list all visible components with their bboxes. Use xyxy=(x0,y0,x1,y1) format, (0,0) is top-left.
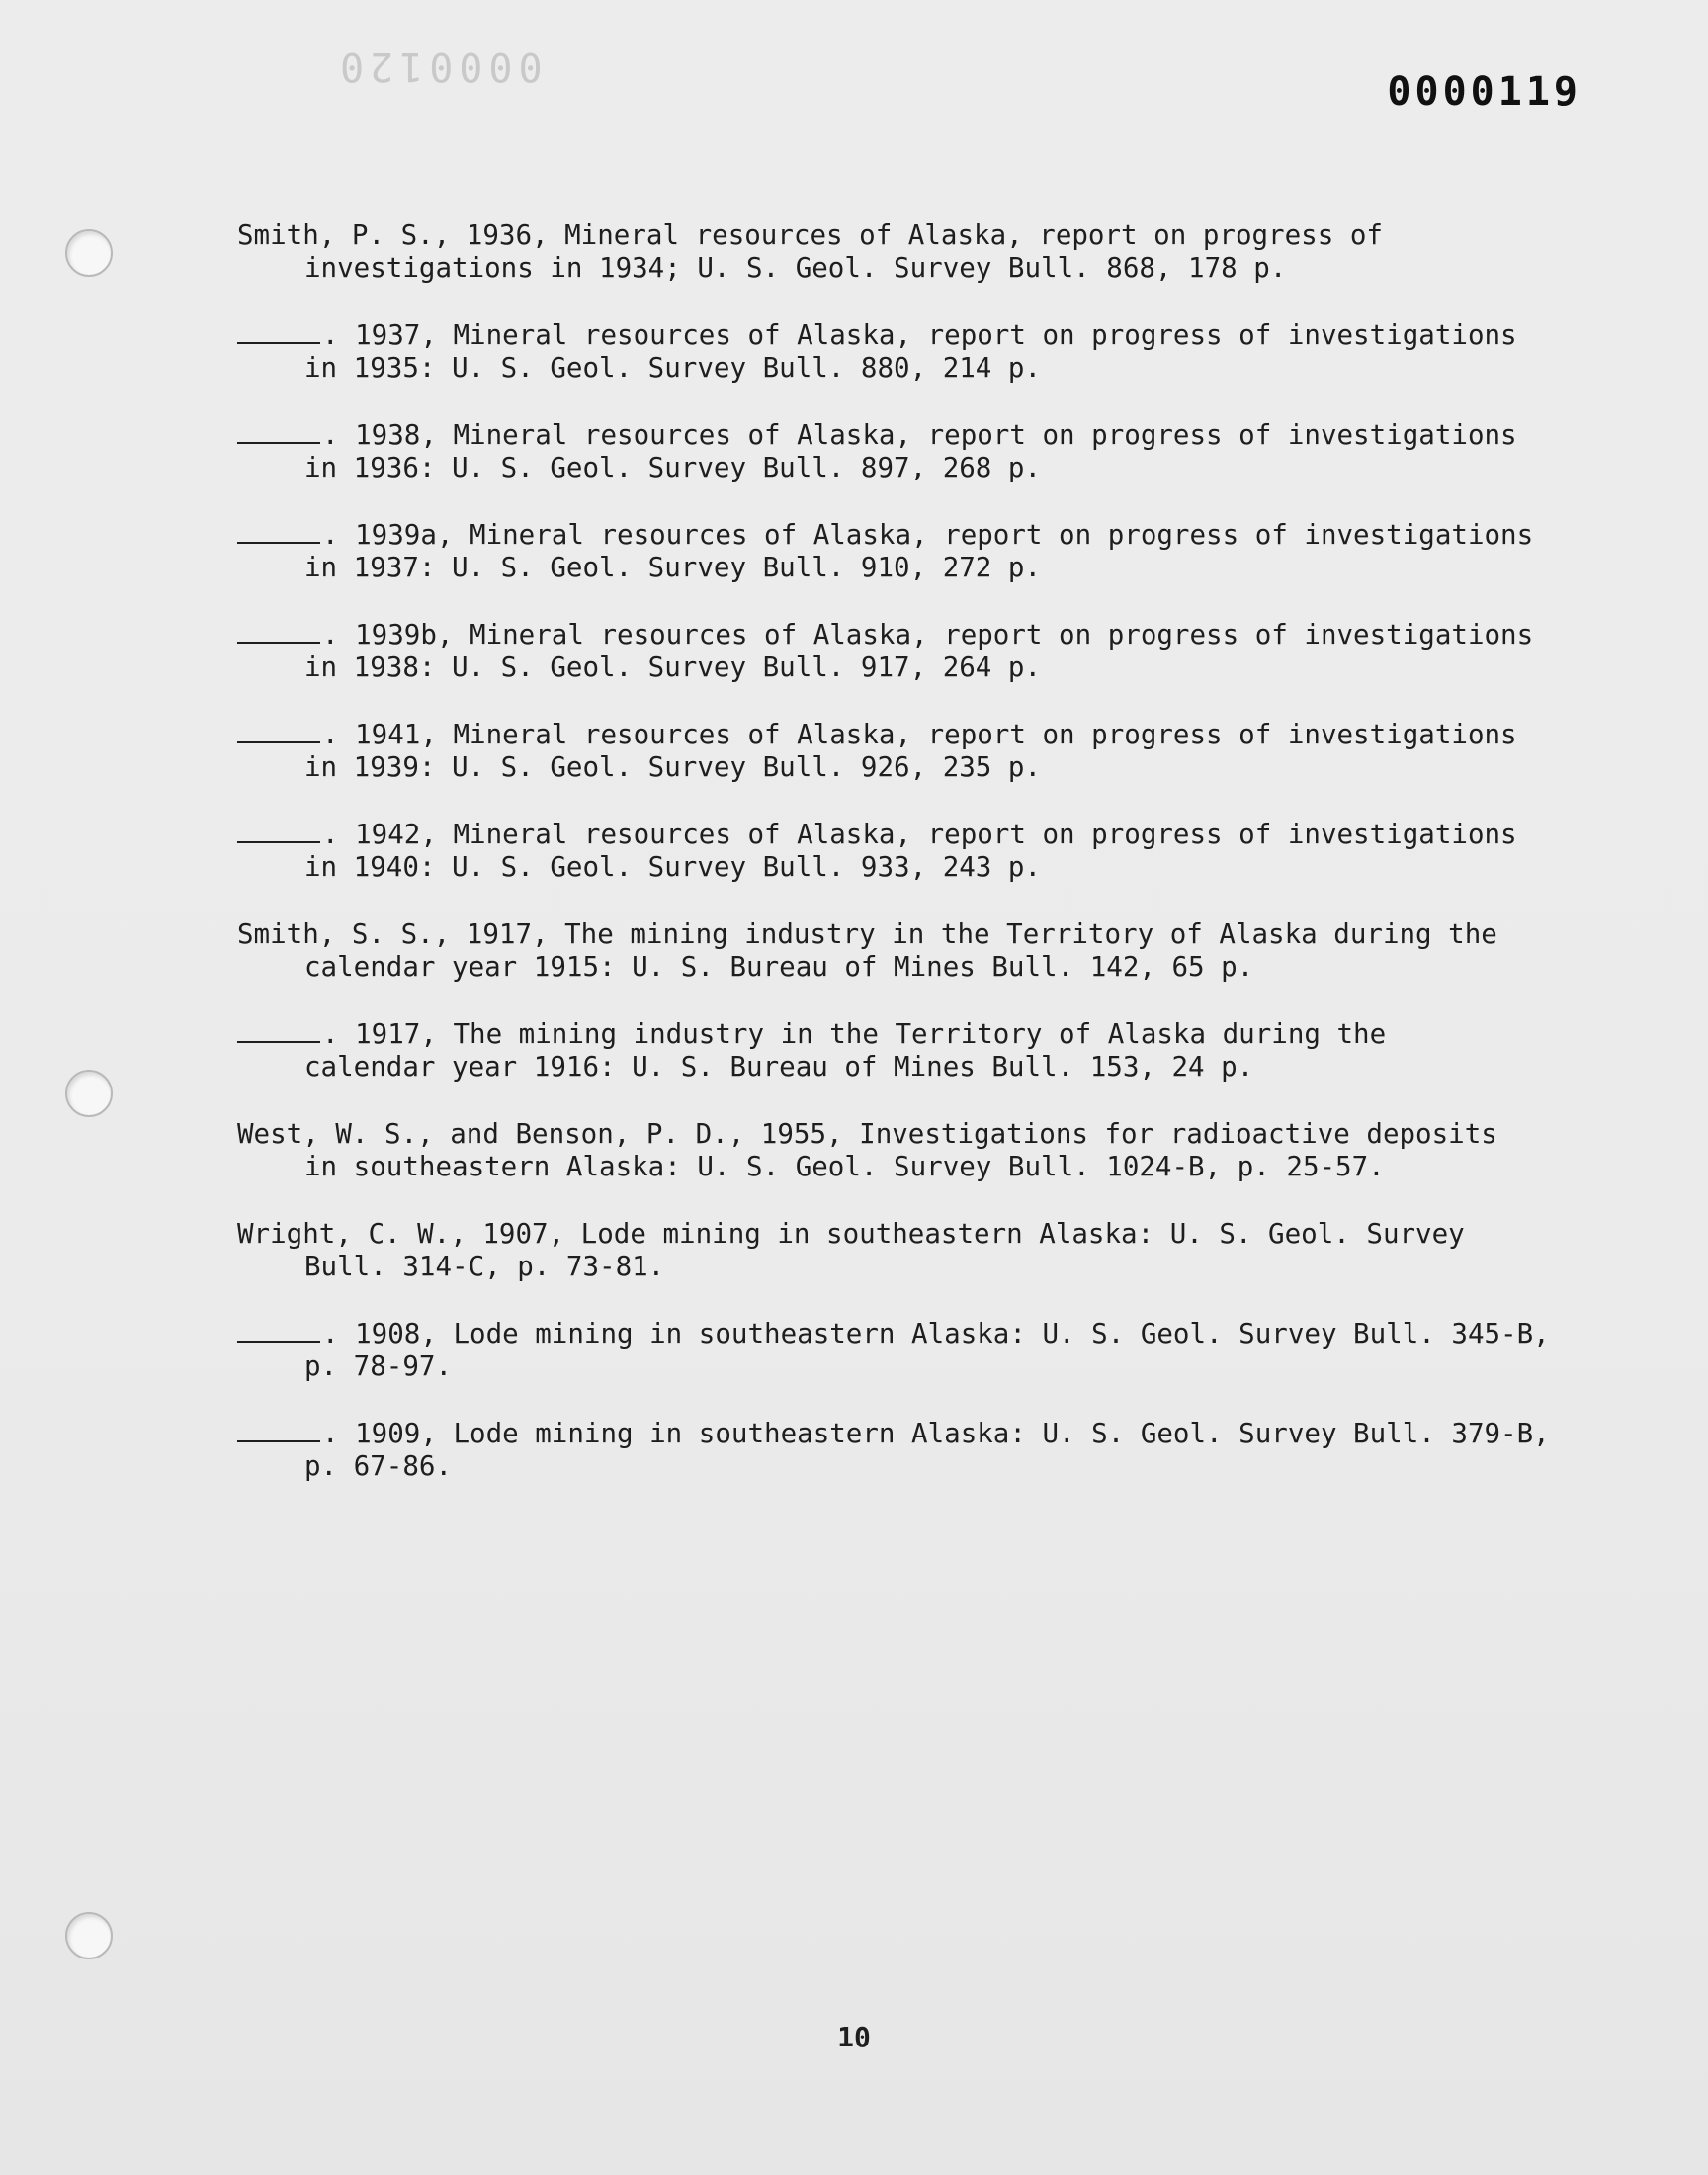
reference-entry xyxy=(237,219,1601,285)
reference-line-1: . 1908, Lode mining in southeastern Alaska: U. S. Geol. Survey Bull. 345-B, xyxy=(322,1318,1550,1349)
reference-line-1: . 1942, Mineral resources of Alaska, report on progress of investigations xyxy=(322,819,1517,850)
punch-hole-bottom xyxy=(65,1912,113,1959)
reference-entry xyxy=(237,819,1601,884)
reference-line-1: Wright, C. W., 1907, Lode mining in southeastern Alaska: U. S. Geol. Survey xyxy=(237,1218,1465,1250)
reference-line-2: in 1935: U. S. Geol. Survey Bull. 880, 214 p. xyxy=(304,352,1042,384)
ditto-dash xyxy=(237,320,320,344)
reference-entry xyxy=(237,1018,1601,1084)
ditto-dash xyxy=(237,620,320,644)
reference-entry xyxy=(237,419,1601,484)
reference-line-2: in 1938: U. S. Geol. Survey Bull. 917, 264 p. xyxy=(304,652,1042,683)
punch-hole-middle xyxy=(65,1070,113,1117)
reference-line-1: . 1939a, Mineral resources of Alaska, report on progress of investigations xyxy=(322,519,1534,551)
reference-line-1: Smith, S. S., 1917, The mining industry in the Territory of Alaska during the xyxy=(237,918,1497,950)
reference-line-2: p. 67-86. xyxy=(304,1450,453,1482)
reference-line-1: West, W. S., and Benson, P. D., 1955, Investigations for radioactive deposits xyxy=(237,1118,1497,1150)
bleed-through-number: 0000120 xyxy=(334,44,543,89)
ditto-dash xyxy=(237,420,320,444)
reference-entry xyxy=(237,1418,1601,1483)
ditto-dash xyxy=(237,520,320,544)
reference-line-2: investigations in 1934; U. S. Geol. Survey Bull. 868, 178 p. xyxy=(304,252,1287,284)
reference-line-1: Smith, P. S., 1936, Mineral resources of Alaska, report on progress of xyxy=(237,219,1383,251)
reference-line-1: . 1917, The mining industry in the Territory of Alaska during the xyxy=(322,1018,1387,1050)
reference-entry xyxy=(237,918,1601,984)
ditto-dash xyxy=(237,1419,320,1442)
ditto-dash xyxy=(237,1019,320,1043)
reference-line-2: in southeastern Alaska: U. S. Geol. Survey Bull. 1024-B, p. 25-57. xyxy=(304,1151,1385,1182)
reference-entry xyxy=(237,719,1601,784)
reference-entry xyxy=(237,619,1601,684)
reference-line-2: p. 78-97. xyxy=(304,1350,453,1382)
reference-entry xyxy=(237,319,1601,385)
reference-line-2: calendar year 1916: U. S. Bureau of Mines Bull. 153, 24 p. xyxy=(304,1051,1254,1083)
reference-line-2: Bull. 314-C, p. 73-81. xyxy=(304,1251,665,1282)
reference-list xyxy=(237,219,1601,1518)
reference-line-1: . 1939b, Mineral resources of Alaska, report on progress of investigations xyxy=(322,619,1534,651)
reference-line-1: . 1941, Mineral resources of Alaska, report on progress of investigations xyxy=(322,719,1517,750)
reference-line-2: in 1936: U. S. Geol. Survey Bull. 897, 268 p. xyxy=(304,452,1042,483)
reference-entry xyxy=(237,1118,1601,1183)
reference-line-1: . 1938, Mineral resources of Alaska, report on progress of investigations xyxy=(322,419,1517,451)
page-number: 10 xyxy=(837,2021,871,2053)
ditto-dash xyxy=(237,820,320,843)
reference-line-1: . 1937, Mineral resources of Alaska, report on progress of investigations xyxy=(322,319,1517,351)
ditto-dash xyxy=(237,1319,320,1343)
reference-entry xyxy=(237,1318,1601,1383)
reference-line-1: . 1909, Lode mining in southeastern Alaska: U. S. Geol. Survey Bull. 379-B, xyxy=(322,1418,1550,1449)
reference-entry xyxy=(237,1218,1601,1283)
document-number: 0000119 xyxy=(1387,69,1581,115)
reference-line-2: in 1937: U. S. Geol. Survey Bull. 910, 272 p. xyxy=(304,552,1042,583)
ditto-dash xyxy=(237,720,320,743)
reference-line-2: in 1939: U. S. Geol. Survey Bull. 926, 235 p. xyxy=(304,751,1042,783)
punch-hole-top xyxy=(65,229,113,277)
reference-line-2: in 1940: U. S. Geol. Survey Bull. 933, 243 p. xyxy=(304,851,1042,883)
reference-line-2: calendar year 1915: U. S. Bureau of Mines Bull. 142, 65 p. xyxy=(304,951,1254,983)
reference-entry xyxy=(237,519,1601,584)
